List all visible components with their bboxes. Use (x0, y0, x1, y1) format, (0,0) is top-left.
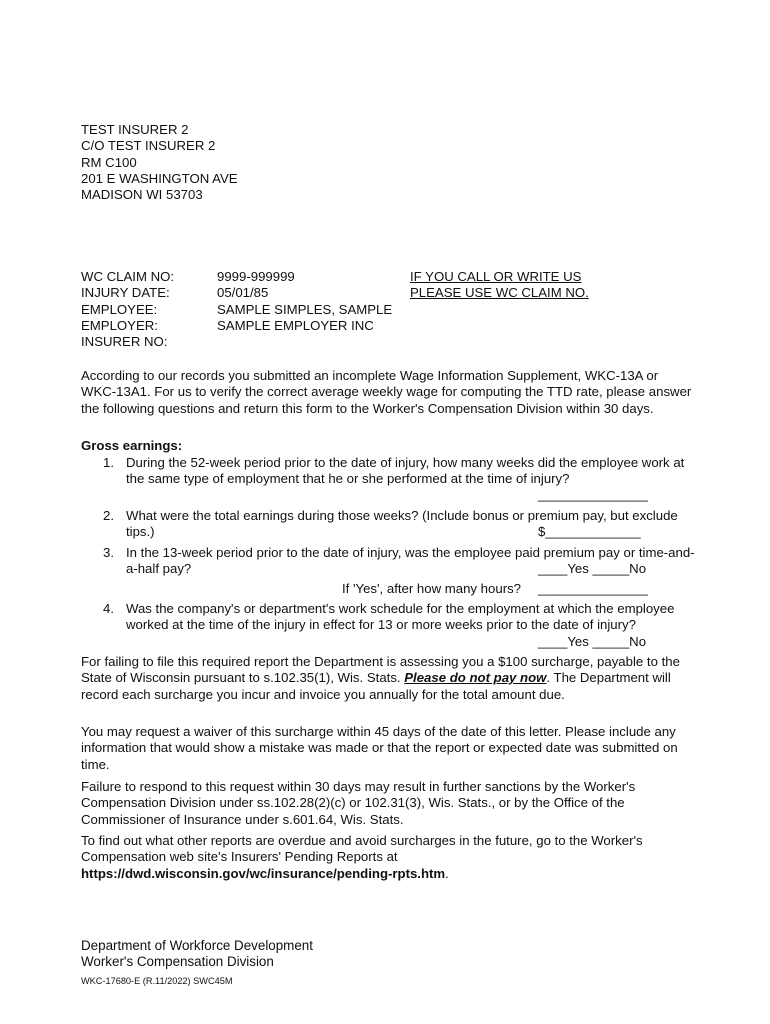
claim-notice-line-2: PLEASE USE WC CLAIM NO. (410, 285, 589, 301)
claim-no-value: 9999-999999 (217, 269, 295, 284)
question-4-text: Was the company's or department's work schedule for the employment at which the employee worked at the time of the injury in effect for 13 or more weeks prior to the date of injury? (126, 601, 675, 633)
address-line-3: RM C100 (81, 154, 137, 170)
address-line-1: TEST INSURER 2 (81, 122, 189, 137)
question-2-number: 2. (103, 508, 114, 523)
question-2-text: What were the total earnings during those weeks? (Include bonus or premium pay, but exclude tips.) (126, 508, 678, 540)
surcharge-text-2: . The Department will record each surcharge you incur and invoice you annually for the total amount due. (81, 670, 671, 702)
question-3-number: 3. (103, 545, 114, 560)
question-1-text: During the 52-week period prior to the date of injury, how many weeks did the employee work at the same type of employment that he or she performed at the time of injury? (126, 455, 685, 487)
injury-date-value: 05/01/85 (217, 285, 269, 301)
division-name: Worker's Compensation Division (81, 954, 274, 970)
waiver-paragraph: You may request a waiver of this surcharge within 45 days of the date of this letter. Please include any information that would show a mistake was made or that the report or expected date was submitted on time. (81, 724, 678, 772)
question-1-answer-blank[interactable]: _______________ (538, 487, 649, 502)
claim-info-values (217, 269, 392, 350)
question-3-yes-no[interactable]: ____Yes _____No (538, 561, 647, 576)
injury-date-label: INJURY DATE: (81, 285, 170, 301)
question-1-number: 1. (103, 455, 114, 470)
employer-value: SAMPLE EMPLOYER INC (217, 317, 374, 333)
website-text: To find out what other reports are overdue and avoid surcharges in the future, go to the Worker's Compensation web site's Insurers' Pending Reports at (81, 833, 643, 865)
claim-notice-line-1: IF YOU CALL OR WRITE US (410, 269, 582, 284)
do-not-pay-emphasis: Please do not pay now (404, 670, 547, 686)
question-3-text: In the 13-week period prior to the date of injury, was the employee paid premium pay or time-and-a-half pay? (126, 545, 695, 577)
pending-reports-link[interactable]: https://dwd.wisconsin.gov/wc/insurance/pending-rpts.htm (81, 865, 446, 881)
gross-earnings-heading: Gross earnings: (81, 438, 183, 453)
address-line-4: 201 E WASHINGTON AVE (81, 170, 238, 186)
sanctions-paragraph: Failure to respond to this request within 30 days may result in further sanctions by the Worker's Compensation Division under ss.102.28(2)(c) or 102.31(3), Wis. Stats., or by the Office of the Commissioner of Insurance under s.601.64, Wis. Stats. (81, 779, 636, 827)
form-identifier: WKC-17680-E (R.11/2022) SWC45M (81, 976, 233, 986)
address-line-5: MADISON WI 53703 (81, 187, 203, 203)
insurer-address-block (81, 122, 238, 203)
question-2-answer-blank[interactable]: $_____________ (538, 524, 641, 539)
intro-paragraph: According to our records you submitted an incomplete Wage Information Supplement, WKC-13A or WKC-13A1. For us to verify the correct average weekly wage for computing the TTD rate, please answer the following questions and return this form to the Worker's Compensation Division within 30 days. (81, 368, 692, 416)
claim-notice (410, 269, 589, 302)
question-4-yes-no[interactable]: ____Yes _____No (538, 634, 647, 649)
website-paragraph (81, 833, 696, 882)
employee-value: SAMPLE SIMPLES, SAMPLE (217, 301, 393, 317)
surcharge-paragraph (81, 654, 696, 703)
employee-label: EMPLOYEE: (81, 301, 158, 317)
address-line-2: C/O TEST INSURER 2 (81, 138, 216, 154)
claim-no-label: WC CLAIM NO: (81, 269, 175, 284)
department-name: Department of Workforce Development (81, 938, 313, 953)
surcharge-text-1: For failing to file this required report the Department is assessing you a $100 surcharge, payable to the State of Wisconsin pursuant to s.102.35(1), Wis. Stats. (81, 654, 680, 686)
claim-info-labels (81, 269, 174, 350)
question-3-hours-label: If 'Yes', after how many hours? (342, 581, 522, 596)
insurer-no-value (217, 334, 392, 350)
signature-block (81, 938, 313, 971)
insurer-no-label: INSURER NO: (81, 334, 168, 350)
question-4-number: 4. (103, 601, 114, 616)
employer-label: EMPLOYER: (81, 317, 158, 333)
question-3-hours-blank[interactable]: _______________ (538, 581, 649, 596)
website-trailing-period: . (445, 865, 449, 881)
